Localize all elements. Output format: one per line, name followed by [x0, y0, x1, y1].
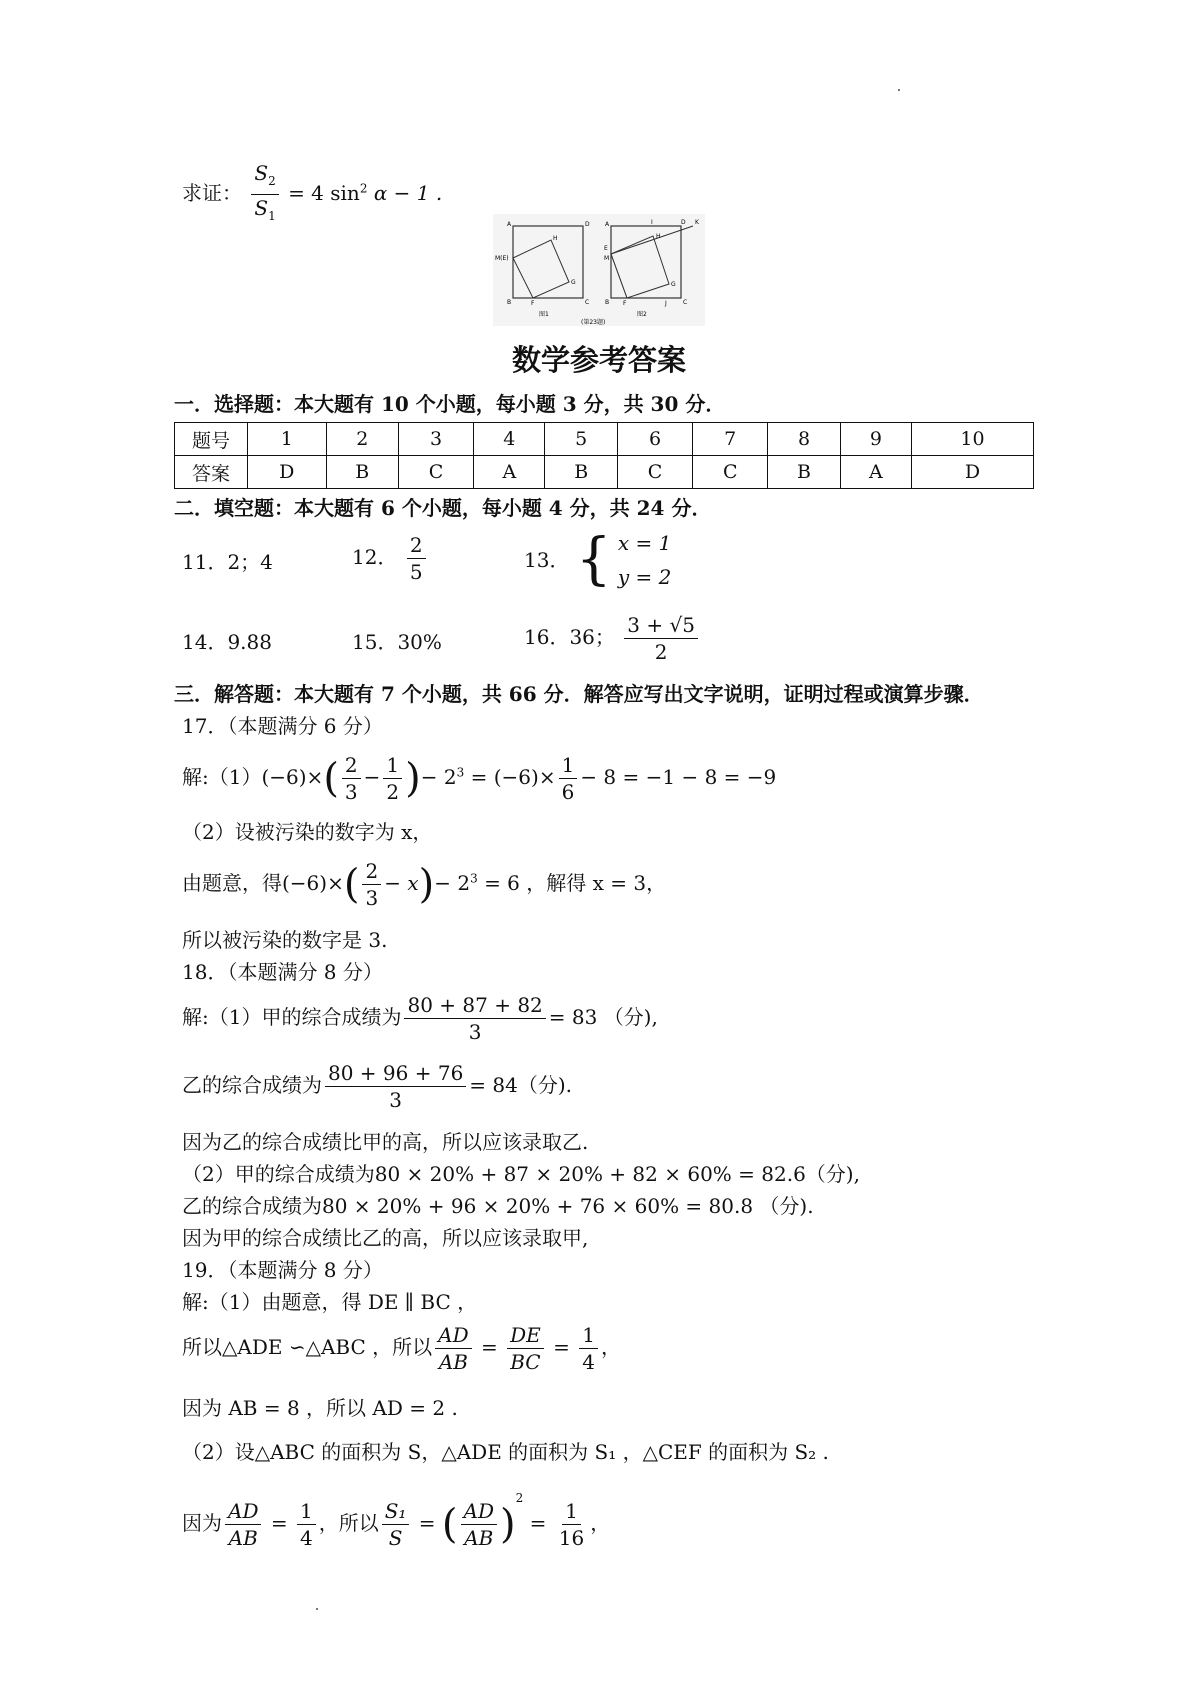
figure-caption: (第23题) [581, 319, 606, 326]
q17-line3: 由题意，得(−6)×( $\frac{2}{3}$ − $x)- 2^3 = 6$ ，解得 x = 3， [182, 859, 667, 910]
fig1-label-b: B [507, 299, 512, 306]
table-cell: 6 [617, 423, 692, 456]
table-cell: B [768, 456, 840, 489]
fig1-label-c: C [585, 299, 590, 306]
q19-line1: 解:（1）由题意，得 DE ∥ BC ， [182, 1290, 478, 1314]
fig2-label-f: F [623, 300, 627, 307]
answer-12: 12． $\frac{2}{5}$ [352, 532, 429, 585]
table-cell: D [248, 456, 327, 489]
table-cell: 2 [326, 423, 398, 456]
table-cell: B [545, 456, 617, 489]
answer-16: 16．36； $\frac{3 + √5}{2}$ [524, 612, 701, 665]
table-cell: 5 [545, 423, 617, 456]
table-cell: 3 [398, 423, 473, 456]
q17-line1: 解:（1）(−6)×( $\frac{2}{3}$ − $\frac{1}{2}$ )− $2^3 = (-6)\times$ $\frac{1}{6}$ − 8 = −1 − 8 = −9 [182, 753, 777, 804]
fig2-label-c: C [683, 299, 688, 306]
table-cell: A [474, 456, 545, 489]
q17-heading: 17．（本题满分 6 分） [182, 714, 383, 738]
proof-prefix: 求证： [182, 181, 242, 205]
q19-line2: 所以△ADE ∽△ABC ，所以 $\frac{AD}{AB}$ = $\frac{DE}{BC}$ = $\frac{1}{4}$ ， [182, 1323, 621, 1374]
q17-line4: 所以被污染的数字是 3. [182, 928, 388, 952]
table-cell: 8 [768, 423, 840, 456]
fig1-label-g: G [571, 279, 576, 286]
table-cell: D [912, 456, 1034, 489]
fig1-label-d: D [585, 221, 590, 228]
q18-line4: （2）甲的综合成绩为80 × 20% + 87 × 20% + 82 × 60% = 82.6（分), [182, 1162, 860, 1186]
table-cell: 7 [693, 423, 768, 456]
section-2-heading: 二．填空题：本大题有 6 个小题，每小题 4 分，共 24 分． [174, 496, 712, 520]
answer-13: 13． { x = 1 y = 2 [524, 527, 672, 592]
table-row-answers [175, 456, 1034, 489]
fig2-caption: 图2 [637, 311, 647, 318]
section-3-heading: 三．解答题：本大题有 7 个小题，共 66 分．解答应写出文字说明，证明过程或演算步骤． [174, 682, 984, 706]
q19-line3: 因为 AB = 8 ，所以 AD = 2 . [182, 1396, 458, 1420]
table-cell: 4 [474, 423, 545, 456]
fig2-label-b: B [605, 299, 610, 306]
scan-dot [316, 1608, 318, 1610]
brace-icon: { [575, 527, 612, 592]
table-cell: 1 [248, 423, 327, 456]
q18-line2: 乙的综合成绩为 $\frac{80 + 96 + 76}{3}$ = 84（分). [182, 1061, 573, 1112]
fig1-label-h: H [553, 235, 558, 242]
fig2-label-a: A [605, 221, 610, 228]
fig1-caption: 图1 [539, 311, 549, 318]
fig2-label-h: H [656, 233, 661, 240]
table-cell: C [398, 456, 473, 489]
fig2-label-d: D [681, 219, 686, 226]
q18-line5: 乙的综合成绩为80 × 20% + 96 × 20% + 76 × 60% = 80.8 （分). [182, 1194, 814, 1218]
table-cell: C [693, 456, 768, 489]
q18-line3: 因为乙的综合成绩比甲的高，所以应该录取乙. [182, 1130, 589, 1154]
table-cell: B [326, 456, 398, 489]
answer-table [174, 422, 1034, 489]
fig2-label-j: J [665, 300, 667, 307]
fig2-label-k: K [695, 219, 699, 226]
section-1-heading: 一．选择题：本大题有 10 个小题，每小题 3 分，共 30 分． [174, 392, 726, 416]
scan-dot [898, 89, 900, 91]
table-cell: 10 [912, 423, 1034, 456]
q18-heading: 18．（本题满分 8 分） [182, 960, 383, 984]
q19-line5: 因为 $\frac{AD}{AB}$ = $\frac{1}{4}$ ，所以 $\frac{\text{S₁}}{S}$ = ( $\frac{AD}{AB}$ )$^2$ = $\frac{1}{16}$ ， [182, 1491, 611, 1550]
answer-14: 14．9.88 [182, 630, 272, 654]
table-cell: A [840, 456, 911, 489]
fig2-label-g: G [671, 281, 676, 288]
fig1-label-m: M(E) [495, 255, 509, 262]
figure-svg [493, 214, 705, 326]
fig1-label-a: A [507, 221, 512, 228]
answer-11: 11．2；4 [182, 550, 273, 574]
table-row-numbers [175, 423, 1034, 456]
fig1-label-f: F [531, 300, 535, 307]
q19-heading: 19．（本题满分 8 分） [182, 1258, 383, 1282]
ratio-fraction: $\frac{S_2}{S_1}$ [251, 160, 278, 229]
page-title: 数学参考答案 [512, 343, 687, 377]
proof-statement: 求证： $\frac{S_2}{S_1}$ = 4 $\sin^2 \alpha - 1$ . [182, 160, 442, 229]
q17-line2: （2）设被污染的数字为 x， [182, 820, 433, 844]
table-cell: C [617, 456, 692, 489]
geometry-figure [493, 214, 705, 326]
table-row-label: 答案 [175, 456, 248, 489]
table-cell: 9 [840, 423, 911, 456]
q19-line4: （2）设△ABC 的面积为 S，△ADE 的面积为 S₁ ，△CEF 的面积为 S₂ . [182, 1440, 829, 1464]
fig2-label-i: I [651, 219, 653, 226]
answer-15: 15．30% [352, 630, 442, 654]
q18-line6: 因为甲的综合成绩比乙的高，所以应该录取甲, [182, 1226, 589, 1250]
fig2-label-e: E [604, 245, 608, 252]
table-row-label: 题号 [175, 423, 248, 456]
q18-line1: 解:（1）甲的综合成绩为 $\frac{80 + 87 + 82}{3}$ = 83 （分), [182, 993, 658, 1044]
fig2-label-m: M [604, 255, 610, 262]
